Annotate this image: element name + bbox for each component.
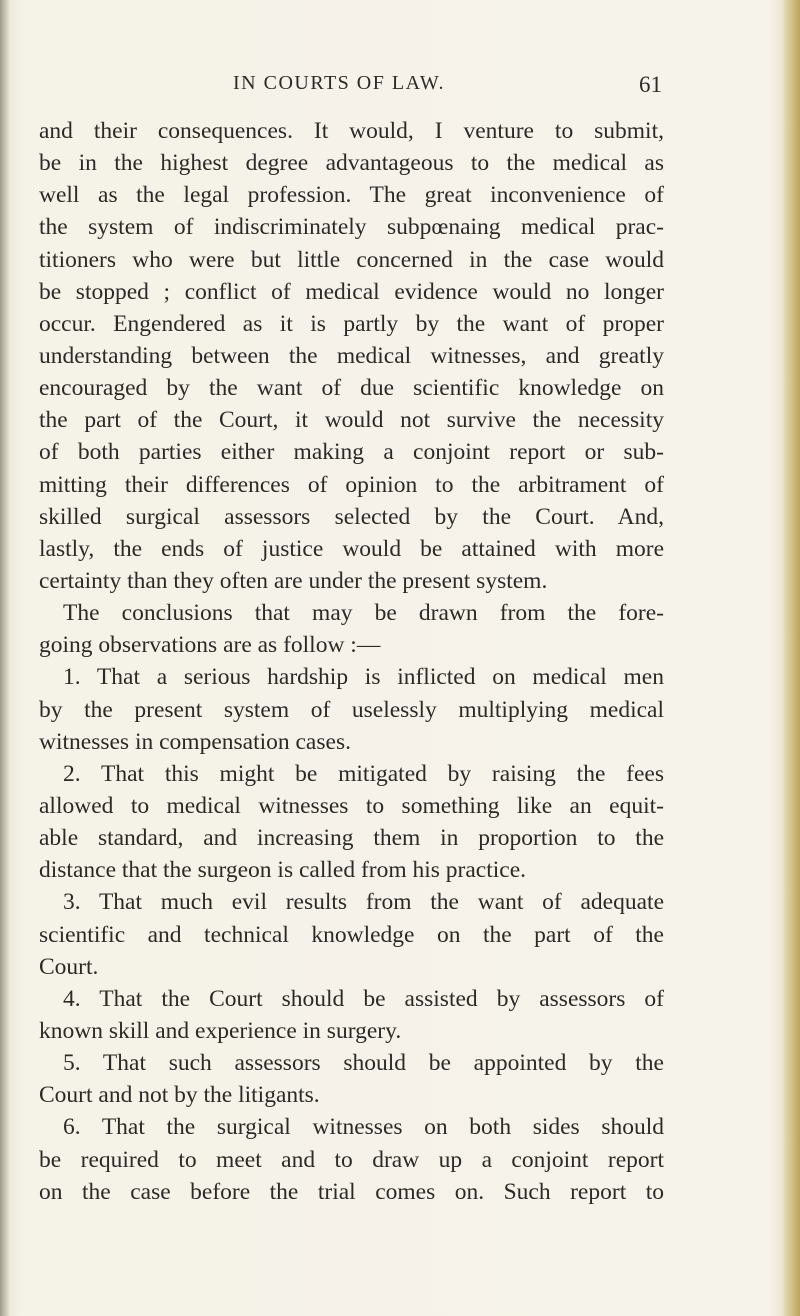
text-line: allowed to medical witnesses to something like an equit- bbox=[39, 792, 664, 819]
text-line: and their consequences. It would, I venture to submit, bbox=[39, 118, 664, 144]
text-line: by the present system of uselessly multiplying medical bbox=[39, 696, 664, 723]
text-line: be in the highest degree advantageous to the medical as bbox=[39, 150, 664, 177]
text-line: The conclusions that may be drawn from the fore- bbox=[63, 600, 664, 627]
text-line: 5. That such assessors should be appointed by the bbox=[63, 1050, 664, 1077]
text-line: able standard, and increasing them in proportion to the bbox=[39, 825, 664, 852]
text-line: certainty than they often are under the present system. bbox=[39, 567, 548, 594]
text-line: witnesses in compensation cases. bbox=[39, 728, 351, 755]
text-line: Court. bbox=[39, 953, 99, 980]
text-line: occur. Engendered as it is partly by the want of proper bbox=[39, 310, 664, 337]
text-line: 2. That this might be mitigated by raising the fees bbox=[63, 760, 664, 787]
text-line: Court and not by the litigants. bbox=[39, 1082, 320, 1109]
text-line: the system of indiscriminately subpœnaing medical prac- bbox=[39, 214, 664, 241]
text-line: on the case before the trial comes on. Such report to bbox=[39, 1178, 664, 1205]
text-line: titioners who were but little concerned in the case would bbox=[39, 246, 664, 273]
text-line: understanding between the medical witnesses, and greatly bbox=[39, 342, 664, 369]
page-edge-discoloration bbox=[782, 0, 800, 1316]
text-line: the part of the Court, it would not survive the necessity bbox=[39, 407, 664, 434]
text-line: of both parties either making a conjoint report or sub- bbox=[39, 439, 664, 466]
page-number: 61 bbox=[639, 72, 662, 97]
text-line: going observations are as follow :— bbox=[39, 632, 381, 659]
text-line: be required to meet and to draw up a conjoint report bbox=[39, 1146, 664, 1173]
text-line: lastly, the ends of justice would be attained with more bbox=[39, 535, 664, 562]
running-head: IN COURTS OF LAW. bbox=[233, 72, 445, 94]
text-line: be stopped ; conflict of medical evidence would no longer bbox=[39, 278, 664, 305]
page-header bbox=[38, 72, 662, 102]
text-line: 6. That the surgical witnesses on both sides should bbox=[63, 1114, 664, 1141]
text-line: 3. That much evil results from the want of adequate bbox=[63, 889, 664, 916]
page-gutter-shadow bbox=[0, 0, 10, 1316]
body-text bbox=[39, 115, 664, 1208]
text-line: 4. That the Court should be assisted by assessors of bbox=[63, 985, 664, 1012]
text-line: encouraged by the want of due scientific knowledge on bbox=[39, 375, 664, 402]
text-line: 1. That a serious hardship is inflicted on medical men bbox=[63, 664, 664, 691]
text-line: mitting their differences of opinion to the arbitrament of bbox=[39, 471, 664, 498]
text-line: scientific and technical knowledge on the part of the bbox=[39, 921, 664, 948]
text-line: skilled surgical assessors selected by the Court. And, bbox=[39, 503, 664, 530]
text-line: known skill and experience in surgery. bbox=[39, 1017, 402, 1044]
text-line: distance that the surgeon is called from his practice. bbox=[39, 857, 527, 884]
text-line: well as the legal profession. The great inconvenience of bbox=[39, 182, 664, 209]
